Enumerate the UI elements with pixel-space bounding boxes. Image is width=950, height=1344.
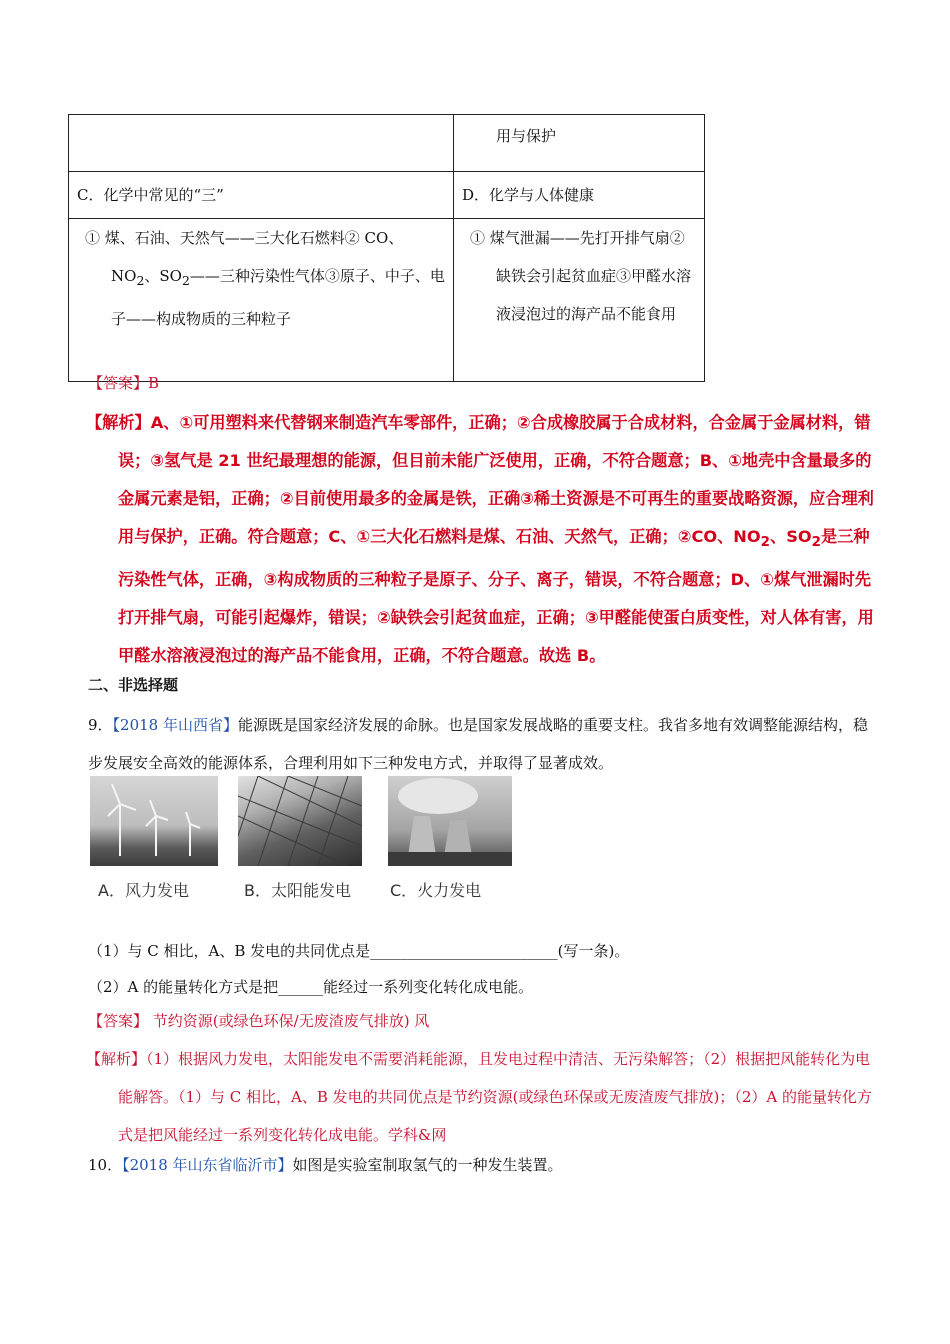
table-cell: 用与保护 — [454, 115, 705, 172]
section-title: 二、非选择题 — [88, 676, 179, 694]
analysis-part: 、SO — [770, 527, 812, 546]
c-item-2-cont: 、SO — [144, 267, 182, 285]
table-cell-empty — [69, 115, 454, 172]
caption-thermal: C．火力发电 — [390, 881, 482, 900]
table-cell-text — [77, 219, 445, 338]
answer-label: 【答案】 — [88, 374, 149, 392]
table-cell-d — [454, 219, 705, 382]
subscript: 2 — [760, 534, 771, 551]
answer-value: 节约资源(或绿色环保/无废渣废气排放) 风 — [148, 1012, 430, 1030]
question-9 — [88, 706, 868, 782]
question-source: 【2018 年山西省】 — [112, 716, 238, 734]
question-number: 10． — [88, 1156, 123, 1174]
analysis-label: 【解析】 — [86, 413, 151, 432]
caption-wind: A．风力发电 — [98, 881, 189, 900]
answer-line — [88, 1010, 429, 1031]
analysis-block — [86, 1040, 876, 1154]
analysis-part: A、①可用塑料来代替钢来制造汽车零部件，正确；②合成橡胶属于合成材料，合金属于金属材料，错误；③氢气是 21 世纪最理想的能源，但目前未能广泛使用，正确，不符合题意；B、①地壳中含量最多的金属元素是铝，正确；②目前使用最多的金属是铁，正确③稀土资源是不可再生的重要战略资源，应合理利用与保护，正确。符合题意；C、①三大化石燃料是煤、石油、天然气，正确；②CO、NO — [118, 413, 874, 546]
question-10 — [88, 1154, 563, 1175]
analysis-part: （1）根据风力发电，太阳能发电不需要消耗能源，且发电过程中清洁、无污染解答；（2）根据把风能转化为电能解答。（1）与 C 相比，A、B 发电的共同优点是节约资源(或绿色环保或无废渣废气排放)；（2）A 的能量转化方式是把风能经过一系列变化转化成电能。学科&网 — [118, 1050, 873, 1144]
analysis-part: 是三种污染性气体，正确，③构成物质的三种粒子是原子、分子、离子，错误，不符合题意；D、①煤气泄漏时先打开排气扇，可能引起爆炸，错误；②缺铁会引起贫血症，正确；③甲醛能使蛋白质变性，对人体有害，用甲醛水溶液浸泡过的海产品不能食用，正确，不符合题意。故选 B。 — [118, 527, 874, 666]
sub-question-1: （1）与 C 相比，A、B 发电的共同优点是_________________________(写一条)。 — [88, 942, 630, 960]
wind-power-photo — [90, 776, 218, 866]
question-text: 如图是实验室制取氢气的一种发生装置。 — [292, 1156, 563, 1174]
subscript: 2 — [181, 273, 190, 288]
subscript: 2 — [136, 273, 145, 288]
c-item-2: ② CO、NO — [111, 229, 404, 285]
analysis-label: 【解析】 — [86, 1050, 147, 1068]
analysis-text — [86, 404, 876, 675]
table-cell-text: ① 煤气泄漏——先打开排气扇② 缺铁会引起贫血症③甲醛水溶液浸泡过的海产品不能食用 — [470, 229, 692, 323]
answer-value: B — [148, 374, 160, 392]
c-item-1: ① 煤、石油、天然气——三大化石燃料 — [85, 229, 345, 247]
comparison-table — [68, 114, 705, 382]
analysis-block — [86, 404, 876, 675]
question-source: 【2018 年山东省临沂市】 — [122, 1156, 293, 1174]
table-header-c: C．化学中常见的“三” — [69, 172, 454, 219]
table-cell-c — [69, 219, 454, 382]
table-row — [69, 219, 705, 382]
table-row — [69, 172, 705, 219]
caption-solar: B．太阳能发电 — [244, 881, 351, 900]
table-row — [69, 115, 705, 172]
solar-power-photo — [238, 776, 362, 866]
answer-label: 【答案】 — [88, 1012, 149, 1030]
analysis-text — [86, 1040, 876, 1154]
sub-question-2: （2）A 的能量转化方式是把______能经过一系列变化转化成电能。 — [88, 978, 534, 996]
c-item-2-rest: ——三种污染性气体③原子、中子、电子——构成物质的三种粒子 — [111, 267, 445, 328]
subscript: 2 — [811, 534, 822, 551]
question-text: 能源既是国家经济发展的命脉。也是国家发展战略的重要支柱。我省多地有效调整能源结构，稳步发展安全高效的能源体系，合理利用如下三种发电方式，并取得了显著成效。 — [88, 716, 869, 772]
thermal-power-photo — [388, 776, 512, 866]
power-generation-figures — [88, 776, 518, 906]
question-number: 9． — [88, 716, 113, 734]
answer-line — [88, 372, 159, 393]
table-header-d: D．化学与人体健康 — [454, 172, 705, 219]
